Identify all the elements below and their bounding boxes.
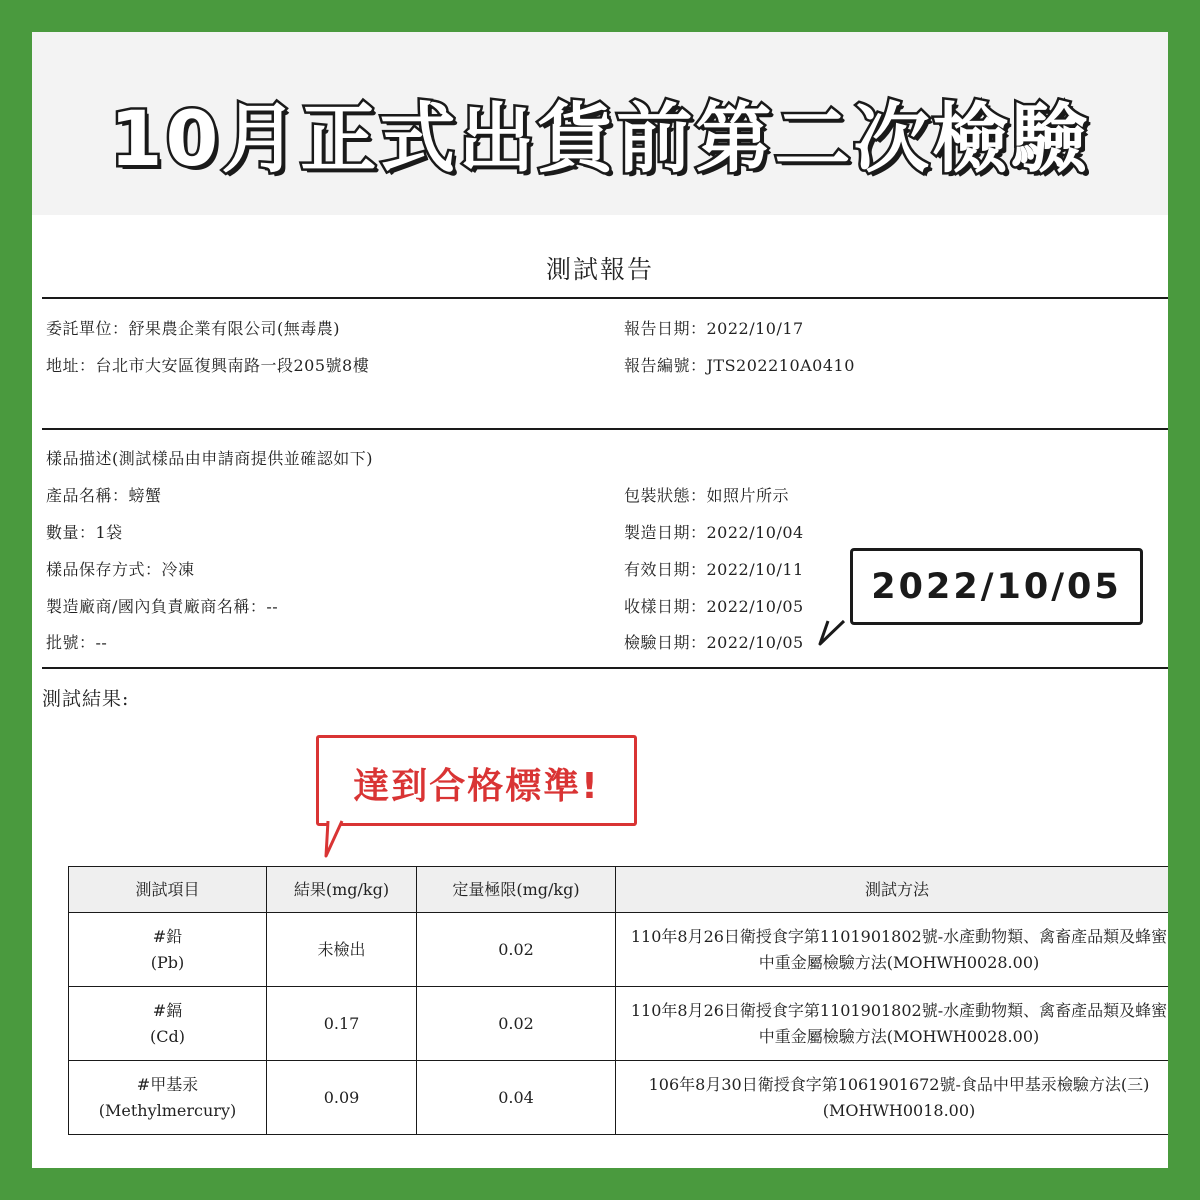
test-item-name: #甲基汞 [136,1074,199,1094]
banner-title: 10月正式出貨前第二次檢驗 [109,94,1091,183]
storage-field: 樣品保存方式：冷凍 [46,560,195,579]
manufacturer-field: 製造廠商/國內負責廠商名稱：-- [46,597,279,616]
divider [42,297,1168,299]
result-cell: 0.17 [267,987,417,1061]
limit-cell: 0.02 [417,913,616,987]
result-cell: 0.09 [267,1061,417,1135]
method-cell: 110年8月26日衛授食字第1101901802號-水產動物類、禽畜產品類及蜂蜜中重金屬檢驗方法(MOHWH0028.00) [616,913,1169,987]
divider [42,667,1168,669]
product-name-field: 產品名稱：螃蟹 [46,486,162,505]
address-field: 地址：台北市大安區復興南路一段205號8樓 [46,356,370,375]
limit-cell: 0.04 [417,1061,616,1135]
table-row [69,913,1169,987]
test-date-field: 檢驗日期：2022/10/05 [624,633,804,652]
test-item-name: #鉛 [152,926,183,946]
test-item-symbol: (Pb) [150,952,185,972]
table-header-row [69,867,1169,913]
client-field: 委託單位：舒果農企業有限公司(無毒農) [46,319,340,338]
test-item-cell [69,913,267,987]
results-heading: 測試結果: [42,688,130,710]
column-header: 結果(mg/kg) [267,867,417,913]
pass-callout-text: 達到合格標準! [353,766,600,807]
pass-callout-tail [322,818,362,860]
report-date-field: 報告日期：2022/10/17 [624,319,804,338]
quantity-field: 數量：1袋 [46,523,123,542]
limit-cell: 0.02 [417,987,616,1061]
test-item-cell [69,1061,267,1135]
test-item-name: #鎘 [152,1000,183,1020]
column-header: 測試方法 [616,867,1169,913]
test-item-symbol: (Cd) [150,1026,185,1046]
report-number-field: 報告編號：JTS202210A0410 [624,356,855,375]
date-callout-text: 2022/10/05 [871,567,1122,607]
test-item-cell [69,987,267,1061]
report-card [32,32,1168,1168]
expiry-date-field: 有效日期：2022/10/11 [624,560,804,579]
packaging-field: 包裝狀態：如照片所示 [624,486,790,505]
divider [42,428,1168,430]
column-header: 定量極限(mg/kg) [417,867,616,913]
method-cell: 106年8月30日衛授食字第1061901672號-食品中甲基汞檢驗方法(三)(MOHWH0018.00) [616,1061,1169,1135]
method-cell: 110年8月26日衛授食字第1101901802號-水產動物類、禽畜產品類及蜂蜜中重金屬檢驗方法(MOHWH0028.00) [616,987,1169,1061]
results-table [68,866,1168,1135]
sample-description: 樣品描述(測試樣品由申請商提供並確認如下) [46,449,373,468]
table-row [69,1061,1169,1135]
pass-callout [316,735,637,826]
date-callout-tail [816,618,866,648]
manufacture-date-field: 製造日期：2022/10/04 [624,523,804,542]
batch-field: 批號：-- [46,633,108,652]
received-date-field: 收樣日期：2022/10/05 [624,597,804,616]
table-row [69,987,1169,1061]
title-banner [32,32,1168,215]
result-cell: 未檢出 [267,913,417,987]
report-title: 測試報告 [545,255,654,284]
date-callout [850,548,1143,625]
column-header: 測試項目 [69,867,267,913]
test-item-symbol: (Methylmercury) [98,1100,237,1120]
